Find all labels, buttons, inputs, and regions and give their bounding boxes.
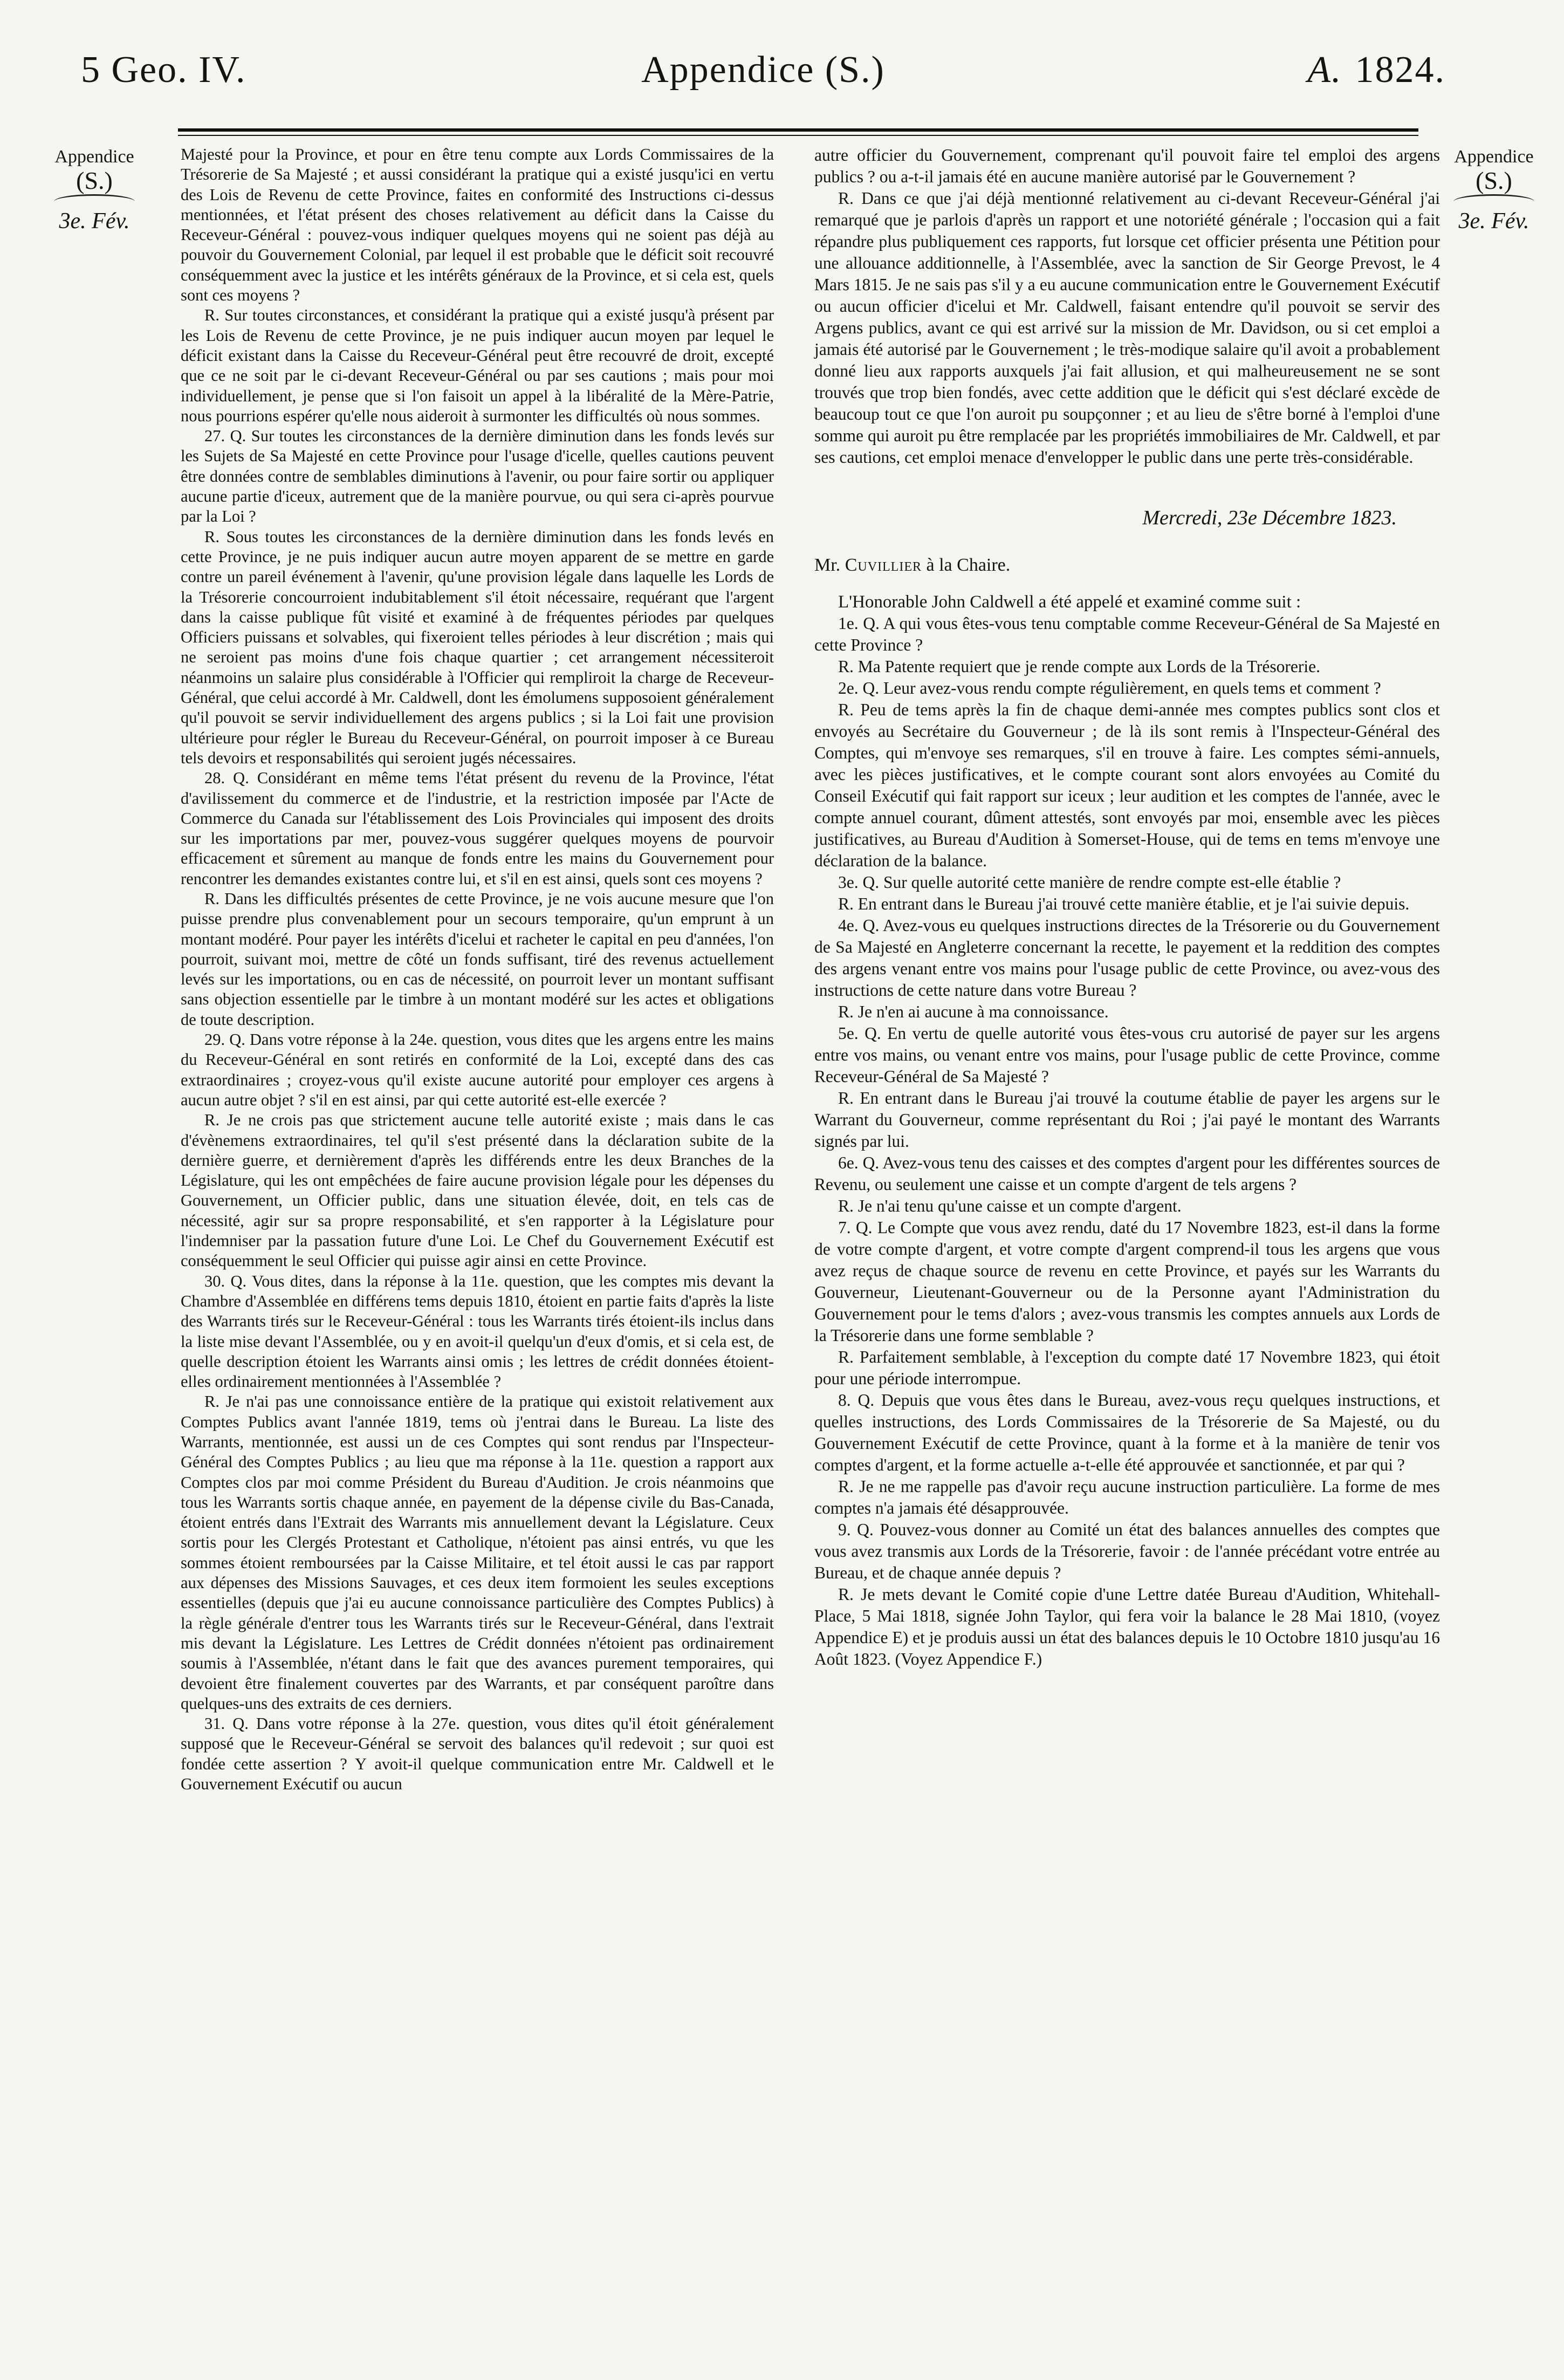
right-column [814,145,1440,1670]
paragraph: Majesté pour la Province, et pour en être tenu compte aux Lords Commissaires de la Trésorerie de Sa Majesté ; et aussi considérant la pratique qui a existé jusqu'ici en vertu des Lois de Revenu de cette Province, faites en conformité des Instructions ci-dessus mentionnées, et l'état présent des choses relativement au déficit dans la Caisse du Receveur-Général : pouvez-vous indiquer quelques moyens qui ne soient pas déjà au pouvoir du Gouvernement Colonial, par lequel il est probable que le déficit soit recouvré conséquemment avec la justice et les intérêts généraux de la Province, et si cela est, quels sont ces moyens ? [181,145,774,305]
answer: R. Parfaitement semblable, à l'exception du compte daté 17 Novembre 1823, qui étoit pour une période interrompue. [814,1348,1440,1388]
question: 3e. Q. Sur quelle autorité cette manière de rendre compte est-elle établie ? [838,873,1341,892]
paragraph: autre officier du Gouvernement, comprenant qu'il pouvoit faire tel emploi des argens publics ? ou a-t-il jamais été en aucune manière autorisé par le Gouvernement ? [814,146,1440,186]
margin-date: 3e. Fév. [59,209,130,234]
paragraph: R. Dans les difficultés présentes de cette Province, je ne vois aucune mesure que l'on puisse prendre plus convenablement pour un secours temporaire, qu'un emprunt à un montant modéré. Pour payer les intérêts d'icelui et racheter le capital en peu d'années, l'on pourroit, suivant moi, mettre de côté un fonds suffisant, tiré des revenus actuellement levés sur les importations, ou en cas de nécessité, on pourroit lever un montant suffisant sans objection essentielle par le timbre à un montant modéré sur les actes et obligations de toute description. [181,889,774,1029]
chair-prefix: Mr. [814,555,841,575]
answer: R. En entrant dans le Bureau j'ai trouvé la coutume établie de payer les argens sur le Warrant du Gouverneur, comme représentant du Roi ; j'ai payé le montant des Warrants signés par lui. [814,1089,1440,1151]
question: 8. Q. Depuis que vous êtes dans le Bureau, avez-vous reçu quelques instructions, et quelles instructions, des Lords Commissaires de la Trésorerie de Sa Majesté, ou du Gouvernement Exécutif de cette Province, quant à la forme et à la manière de tenir vos comptes d'argent, et la forme actuelle a-t-elle été approuvée et sanctionnée, et par qui ? [814,1391,1440,1474]
margin-appendix-label: Appendice [1454,147,1534,167]
answer: R. Je n'en ai aucune à ma connoissance. [838,1002,1109,1021]
chair-name: Cuvillier [845,555,922,575]
margin-brace [1453,194,1534,209]
left-column [181,145,774,1794]
answer: R. Peu de tems après la fin de chaque demi-année mes comptes publics sont clos et envoyés au Secrétaire du Gouverneur ; de là ils sont remis à l'Inspecteur-Général des Comptes, qui m'envoye ses remarques, s'il en trouve à faire. Les comptes sémi-annuels, avec les pièces justificatives, et le compte courant sont alors envoyées au Comité du Conseil Exécutif qui fait rapport sur iceux ; leur audition et les comptes de l'année, avec le compte annuel courant, dûment attestés, sont envoyés par moi, ensemble avec les pièces justificatives, au Bureau d'Audition à Somerset-House, qui de tems en tems m'envoye une déclaration de la balance. [814,700,1440,870]
year: 1824. [1355,49,1445,91]
witness-intro: L'Honorable John Caldwell a été appelé et examiné comme suit : [838,592,1301,612]
session-date: Mercredi, 23e Décembre 1823. [1142,507,1397,529]
margin-appendix-letter: (S.) [76,167,113,194]
regnal-year: 5 Geo. IV. [81,49,246,91]
header-rule-thick [178,128,1418,132]
paragraph: R. Je ne crois pas que strictement aucune telle autorité existe ; mais dans le cas d'évènemens extraordinaires, tel qu'il s'est présenté dans la déclaration subite de la dernière guerre, et dernièrement d'après les différends entre les deux Branches de la Législature, qui les ont empêchées de faire aucune provision légale pour les dépenses du Gouvernement, un Officier public, dans une situation élevée, doit, en tels cas de nécessité, agir sur sa propre responsabilité, et s'en rapporter à la Législature pour l'indemniser par la passation future d'une Loi. Le Chef du Gouvernement Exécutif est conséquemment le seul Officier qui puisse agir ainsi en cette Province. [181,1111,774,1270]
chair-line [814,555,1440,576]
paragraph: 31. Q. Dans votre réponse à la 27e. question, vous dites qu'il étoit généralement supposé que le Receveur-Général se servoit des balances qu'il redevoit ; sur quoi est fondée cette assertion ? Y avoit-il quelque communication entre Mr. Caldwell et le Gouvernement Exécutif ou aucun [181,1714,774,1794]
paragraph: 28. Q. Considérant en même tems l'état présent du revenu de la Province, l'état d'avilissement du commerce et de l'industrie, et la restriction imposée par l'Acte de Commerce du Canada sur l'établissement des Lois Provinciales qui imposent des droits sur les importations par mer, pouvez-vous suggérer quelques moyens de pourvoir efficacement et sûrement au manque de fonds entre les mains du Gouvernement pour rencontrer les demandes existantes contre lui, et s'il en est ainsi, quels sont ces moyens ? [181,769,774,888]
paragraph: 29. Q. Dans votre réponse à la 24e. question, vous dites que les argens entre les mains du Receveur-Général en sont retirés en conformité de la Loi, excepté dans des cas extraordinaires ; croyez-vous qu'il existe aucune autorité pour employer ces argens à aucun autre objet ? s'il en est ainsi, par qui cette autorité est-elle exercée ? [181,1030,774,1109]
paragraph: R. Dans ce que j'ai déjà mentionné relativement au ci-devant Receveur-Général j'ai remarqué que je parlois d'après un rapport et une notoriété générale ; l'occasion qui a fait répandre plus publiquement ces rapports, fut lorsque cet officier présenta une Pétition pour une allouance additionnelle, à l'Assemblée, avec la sanction de Sir George Prevost, le 4 Mars 1815. Je ne sais pas s'il y a eu aucune communication entre le Gouvernement Exécutif ou aucun officier d'icelui et Mr. Caldwell, faisant entendre qu'il pouvoit se servir des Argens publics, avant ce qui est arrivé sur la mission de Mr. Davidson, ou si cet emploi a jamais été autorisé par le Gouvernement ; le très-modique salaire qu'il avoit a probablement donné lieu aux rapports auxquels j'ai fait allusion, et qui malheureusement ne se sont trouvés que trop bien fondés, avec cette addition que le déficit qui s'est déclaré excède de beaucoup tout ce que l'on auroit pu soupçonner ; et au lieu de s'être borné à l'emploi d'une somme qui auroit pu être remplacée par les propriétés immobiliaires de Mr. Caldwell, et par ses cautions, cet emploi menace d'envelopper le public dans une perte très-considérable. [814,189,1440,467]
appendix-title: Appendice (S.) [641,49,885,91]
right-margin-note [1448,147,1540,234]
running-head [81,49,1445,108]
margin-date: 3e. Fév. [1458,209,1529,234]
question: 5e. Q. En vertu de quelle autorité vous êtes-vous cru autorisé de payer sur les argens entre vos mains, ou venant entre vos mains, pour l'usage public de cette Province, comme Receveur-Général de Sa Majesté ? [814,1024,1440,1086]
answer: R. Je mets devant le Comité copie d'une Lettre datée Bureau d'Audition, Whitehall-Place, 5 Mai 1818, signée John Taylor, qui fera voir la balance le 28 Mai 1810, (voyez Appendice E) et je produis aussi un état des balances depuis le 10 Octobre 1810 jusqu'au 16 Août 1823. (Voyez Appendice F.) [814,1585,1440,1668]
question: 6e. Q. Avez-vous tenu des caisses et des comptes d'argent pour les différentes sources de Revenu, ou seulement une caisse et un compte d'argent de tels argens ? [814,1153,1440,1194]
paragraph: R. Sur toutes circonstances, et considérant la pratique qui a existé jusqu'à présent par les Lois de Revenu de cette Province, je ne puis indiquer aucun moyen par lequel le déficit existant dans la Caisse du Receveur-Général peut être recouvré de droit, excepté que ce ne soit par le ci-devant Receveur-Général ou par ses cautions ; mais pour moi individuellement, je pense que si l'on faisoit un appel à la libéralité de la Mère-Patrie, nous pourrions espérer qu'elle nous aideroit à surmonter les difficultés où nous sommes. [181,306,774,425]
question: 2e. Q. Leur avez-vous rendu compte régulièrement, en quels tems et comment ? [838,679,1381,697]
header-rule-thin [178,135,1418,136]
question: 7. Q. Le Compte que vous avez rendu, daté du 17 Novembre 1823, est-il dans la forme de votre compte d'argent, et votre compte d'argent comprend-il tous les argens que vous avez reçus de chaque source de revenu en cette Province, et payés sur les Warrants du Gouverneur, Lieutenant-Gouverneur ou de la Personne ayant l'Administration du Gouvernement pour le tems d'alors ; avez-vous transmis les comptes annuels aux Lords de la Trésorerie dans une forme semblable ? [814,1218,1440,1345]
document-year [1307,49,1445,92]
paragraph: 27. Q. Sur toutes les circonstances de la dernière diminution dans les fonds levés sur les Sujets de Sa Majesté en cette Province pour l'usage d'icelle, quelles cautions peuvent être données contre de semblables diminutions à l'avenir, ou pour faire sortir ou appliquer aucune partie d'iceux, autrement que de la manière pourvue, ou qui sera ci-après pourvue par la Loi ? [181,427,774,526]
margin-appendix-letter: (S.) [1476,167,1512,194]
margin-brace [54,194,135,209]
left-margin-note [49,147,140,234]
chair-suffix: à la Chaire. [926,555,1011,575]
paragraph: R. Sous toutes les circonstances de la dernière diminution dans les fonds levés en cette Province, je ne puis indiquer aucun autre moyen apparent de se mettre en garde contre un pareil événement à l'avenir, qu'une provision légale dans laquelle les Lords de la Trésorerie concourroient indubitablement s'il étoit nécessaire, requérant que l'argent dans la caisse publique fût visité et examiné à de fréquentes périodes par quelques Officiers puissans et solvables, qui fixeroient telles périodes à leur discrétion ; mais qui ne seroient pas moins d'une fois chaque quartier ; cet arrangement nécessiteroit néanmoins un salaire plus considérable à l'Officier qui rempliroit la charge de Receveur-Général, que celui accordé à Mr. Caldwell, dont les émolumens supposoient généralement qu'il pouvoit se servir individuellement des argens publics ; si la Loi fait une provision ultérieure pour régler le Bureau du Receveur-Général, on pourroit imposer à ce Bureau tels devoirs et responsabilités qui seroient jugés nécessaires. [181,527,774,767]
answer: R. En entrant dans le Bureau j'ai trouvé cette manière établie, et je l'ai suivie depuis. [838,894,1410,913]
answer: R. Je n'ai tenu qu'une caisse et un compte d'argent. [838,1196,1182,1215]
question: 4e. Q. Avez-vous eu quelques instructions directes de la Trésorerie ou du Gouvernement de Sa Majesté en Angleterre concernant la recette, le payement et la reddition des comptes des argens venant entre vos mains pour l'usage public de cette Province, ou avez-vous des instructions de cette nature dans votre Bureau ? [814,916,1440,1000]
series-letter: A. [1307,49,1342,91]
paragraph: R. Je n'ai pas une connoissance entière de la pratique qui existoit relativement aux Comptes Publics avant l'année 1819, tems où j'entrai dans le Bureau. La liste des Warrants, mentionnée, est aussi un de ces Comptes qui sont rendus par l'Inspecteur-Général des Comptes Publics ; au lieu que ma réponse à la 11e. question a rapport aux Comptes clos par moi comme Président du Bureau d'Audition. Je crois néanmoins que tous les Warrants sortis chaque année, en payement de la dépense civile du Bas-Canada, étoient entrés dans l'Extrait des Warrants mis annuellement devant la Législature. Ceux sortis pour les Clergés Protestant et Catholique, n'étoient pas ainsi entrés, vu que les sommes étoient remboursées par la Caisse Militaire, et tel étoit aussi le cas par rapport aux dépenses des Missions Sauvages, et ces deux item formoient les seules exceptions essentielles (depuis que j'ai eu aucune connoissance particulière des Comptes Publics) à la règle générale d'entrer tous les Warrants tirés sur le Receveur-Général, dans l'extrait mis devant la Législature. Les Lettres de Crédit données n'étoient pas ordinairement soumis à l'Assemblée, n'étant dans le fait que des avances purement temporaires, qui devoient être finalement couvertes par des Warrants, et par conséquent paroître dans quelques-uns des extraits de ces derniers. [181,1392,774,1713]
question: 9. Q. Pouvez-vous donner au Comité un état des balances annuelles des comptes que vous avez transmis aux Lords de la Trésorerie, favoir : de l'année précédant votre entrée au Bureau, et de chaque année depuis ? [814,1520,1440,1582]
answer: R. Ma Patente requiert que je rende compte aux Lords de la Trésorerie. [838,657,1320,676]
paragraph: 30. Q. Vous dites, dans la réponse à la 11e. question, que les comptes mis devant la Chambre d'Assemblée en différens tems depuis 1810, étoient en partie faits d'après la liste des Warrants tirés sur le Receveur-Général : tous les Warrants tirés étoient-ils inclus dans la liste mise devant l'Assemblée, ou y en avoit-il quelqu'un d'eux d'omis, et si cela est, de quelle description étoient les Warrants ainsi omis ; les lettres de crédit données étoient-elles ordinairement mentionnées à l'Assemblée ? [181,1271,774,1391]
margin-appendix-label: Appendice [54,147,134,167]
question: 1e. Q. A qui vous êtes-vous tenu comptable comme Receveur-Général de Sa Majesté en cette Province ? [814,614,1440,654]
answer: R. Je ne me rappelle pas d'avoir reçu aucune instruction particulière. La forme de mes comptes n'a jamais été désapprouvée. [814,1477,1440,1517]
